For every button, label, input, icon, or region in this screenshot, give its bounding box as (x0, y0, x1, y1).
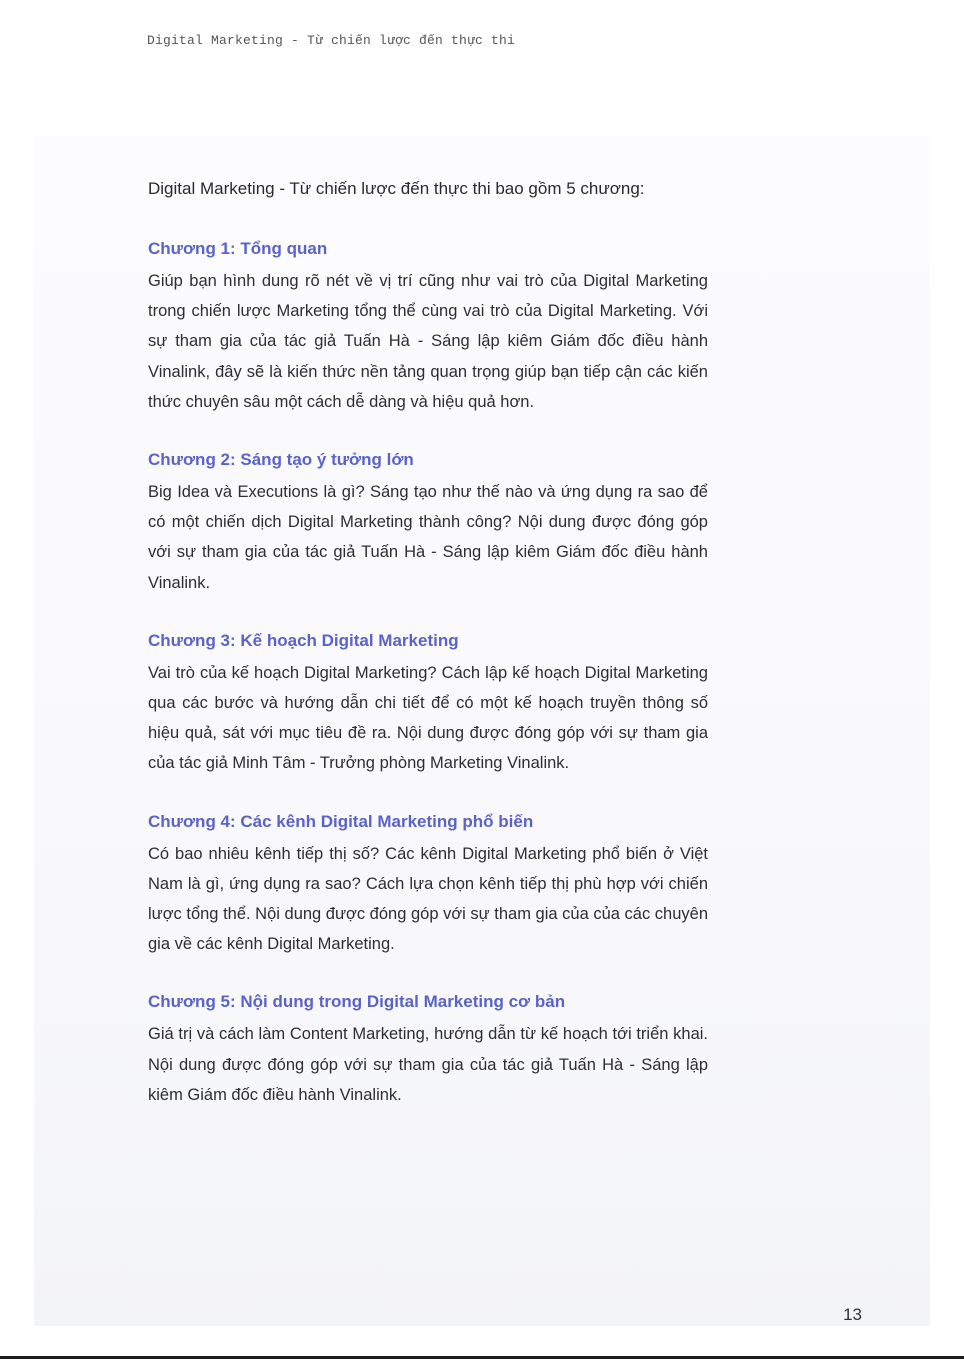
chapter-4 (148, 809, 708, 960)
running-header: Digital Marketing - Từ chiến lược đến thực thi (147, 33, 516, 48)
chapter-title: Chương 2: Sáng tạo ý tưởng lớn (148, 450, 414, 470)
chapter-body: Big Idea và Executions là gì? Sáng tạo như thế nào và ứng dụng ra sao để có một chiến dịch Digital Marketing thành công? Nội dung được đóng góp với sự tham gia của tác giả Tuấn Hà - Sáng lập kiêm Giám đốc điều hành Vinalink. (148, 483, 708, 592)
chapter-5 (148, 989, 708, 1110)
chapter-title: Chương 5: Nội dung trong Digital Marketing cơ bản (148, 992, 566, 1012)
chapter-title: Chương 1: Tổng quan (148, 239, 328, 258)
chapter-3 (148, 628, 708, 779)
chapter-body: Vai trò của kế hoạch Digital Marketing? Cách lập kế hoạch Digital Marketing qua các bước và hướng dẫn chi tiết để có một kế hoạch truyền thông số hiệu quả, sát với mục tiêu đề ra. Nội dung được đóng góp với sự tham gia của tác giả Minh Tâm - Trưởng phòng Marketing Vinalink. (148, 663, 708, 773)
chapter-body: Có bao nhiêu kênh tiếp thị số? Các kênh Digital Marketing phổ biến ở Việt Nam là gì, ứng dụng ra sao? Cách lựa chọn kênh tiếp thị phù hợp với chiến lược tổng thể. Nội dung được đóng góp với sự tham gia của của các chuyên gia về các kênh Digital Marketing. (148, 844, 708, 954)
chapter-2 (148, 447, 708, 598)
chapter-1 (148, 236, 708, 417)
bottom-divider (0, 1356, 964, 1359)
page-content (148, 176, 708, 1140)
chapter-body: Giá trị và cách làm Content Marketing, hướng dẫn từ kế hoạch tới triển khai. Nội dung được đóng góp với sự tham gia của tác giả Tuấn Hà - Sáng lập kiêm Giám đốc điều hành Vinalink. (148, 1025, 708, 1104)
page-number: 13 (843, 1305, 862, 1324)
intro-text: Digital Marketing - Từ chiến lược đến thực thi bao gồm 5 chương: (148, 179, 645, 198)
chapter-body: Giúp bạn hình dung rõ nét về vị trí cũng như vai trò của Digital Marketing trong chiến lược Marketing tổng thể cùng vai trò của Digital Marketing. Với sự tham gia của tác giả Tuấn Hà - Sáng lập kiêm Giám đốc điều hành Vinalink, đây sẽ là kiến thức nền tảng quan trọng giúp bạn tiếp cận các kiến thức chuyên sâu một cách dễ dàng và hiệu quả hơn. (148, 272, 708, 411)
chapter-title: Chương 4: Các kênh Digital Marketing phổ biến (148, 811, 534, 831)
chapter-title: Chương 3: Kế hoạch Digital Marketing (148, 630, 459, 650)
